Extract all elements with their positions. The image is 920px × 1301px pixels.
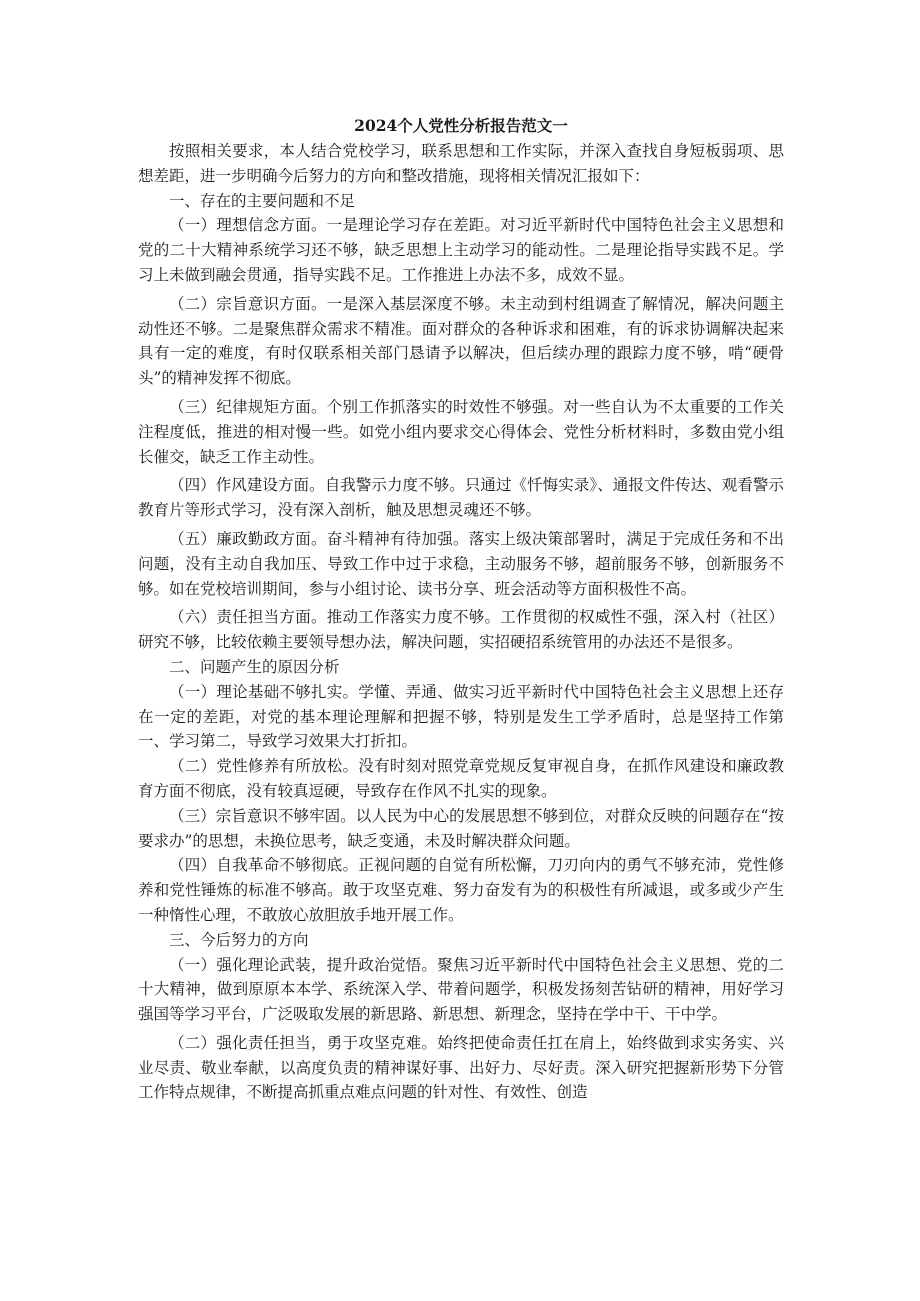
section-heading-3: 三、今后努力的方向 [169, 930, 309, 949]
section-3-item-1: （一）强化理论武装，提升政治觉悟。聚焦习近平新时代中国特色社会主义思想、党的二十大精神，做到原原本本学、系统深入学、带着问题学，积极发扬刻苦钻研的精神，用好学习强国等学习平台，广泛吸取发展的新思路、新思想、新理念，坚持在学中干、干中学。 [138, 955, 784, 1024]
section-heading-1: 一、存在的主要问题和不足 [169, 191, 356, 210]
document-title: 2024个人党性分析报告范文一 [354, 116, 568, 135]
section-2-item-2: （二）党性修养有所放松。没有时刻对照党章党规反复审视自身，在抓作风建设和廉政教育方面不彻底，没有较真逗硬，导致存在作风不扎实的现象。 [138, 757, 784, 800]
section-1-item-4: （四）作风建设方面。自我警示力度不够。只通过《忏悔实录》、通报文件传达、观看警示教育片等形式学习，没有深入剖析，触及思想灵魂还不够。 [138, 476, 784, 520]
section-2-item-3: （三）宗旨意识不够牢固。以人民为中心的发展思想不够到位，对群众反映的问题存在“按要求办”的思想，未换位思考，缺乏变通，未及时解决群众问题。 [138, 806, 784, 850]
section-2-item-1: （一）理论基础不够扎实。学懂、弄通、做实习近平新时代中国特色社会主义思想上还存在一定的差距，对党的基本理论理解和把握不够，特别是发生工学矛盾时，总是坚持工作第一、学习第二，导致学习效果大打折扣。 [138, 682, 784, 751]
section-1-item-3: （三）纪律规矩方面。个别工作抓落实的时效性不够强。对一些自认为不太重要的工作关注程度低，推进的相对慢一些。如党小组内要求交心得体会、党性分析材料时，多数由党小组长催交，缺乏工作主动性。 [138, 397, 784, 466]
section-2-item-4: （四）自我革命不够彻底。正视问题的自觉有所松懈，刀刃向内的勇气不够充沛，党性修养和党性锤炼的标准不够高。敢于攻坚克难、努力奋发有为的积极性有所减退，或多或少产生一种惰性心理，不敢放心放胆放手地开展工作。 [138, 856, 784, 924]
section-3-item-2: （二）强化责任担当，勇于攻坚克难。始终把使命责任扛在肩上，始终做到求实务实、兴业尽责、敬业奉献，以高度负责的精神谋好事、出好力、尽好责。深入研究把握新形势下分管工作特点规律，不断提高抓重点难点问题的针对性、有效性、创造 [138, 1033, 784, 1102]
section-1-item-1: （一）理想信念方面。一是理论学习存在差距。对习近平新时代中国特色社会主义思想和党的二十大精神系统学习还不够，缺乏思想上主动学习的能动性。二是理论指导实践不足。学习上未做到融会贯通，指导实践不足。工作推进上办法不多，成效不显。 [138, 216, 784, 284]
section-1-item-2: （二）宗旨意识方面。一是深入基层深度不够。未主动到村组调查了解情况，解决问题主动性还不够。二是聚焦群众需求不精准。面对群众的各种诉求和困难，有的诉求协调解决起来具有一定的难度，有时仅联系相关部门恳请予以解决，但后续办理的跟踪力度不够，啃“硬骨头”的精神发挥不彻底。 [138, 294, 784, 388]
section-1-item-5: （五）廉政勤政方面。奋斗精神有待加强。落实上级决策部署时，满足于完成任务和不出问题，没有主动自我加压、导致工作中过于求稳，主动服务不够，超前服务不够，创新服务不够。如在党校培训期间，参与小组讨论、读书分享、班会活动等方面积极性不高。 [138, 529, 784, 598]
section-1-item-6: （六）责任担当方面。推动工作落实力度不够。工作贯彻的权威性不强，深入村（社区）研究不够，比较依赖主要领导想办法，解决问题，实招硬招系统管用的办法还不是很多。 [138, 608, 784, 652]
section-heading-2: 二、问题产生的原因分析 [169, 657, 340, 676]
intro-paragraph: 按照相关要求，本人结合党校学习，联系思想和工作实际，并深入查找自身短板弱项、思想差距，进一步明确今后努力的方向和整改措施，现将相关情况汇报如下： [138, 142, 784, 185]
